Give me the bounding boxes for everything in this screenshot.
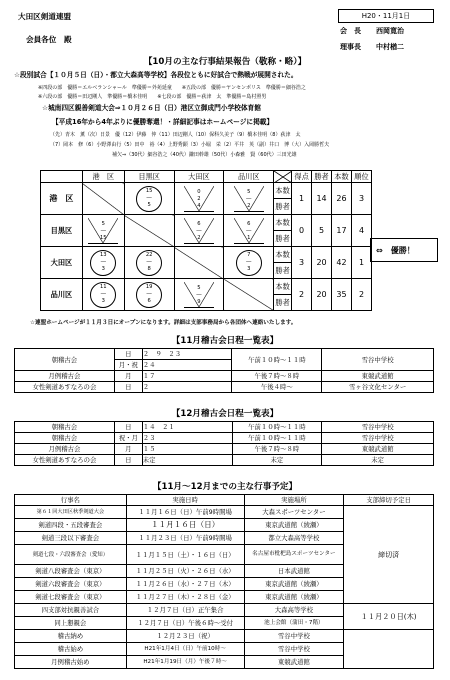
dec-place-3: 未定: [322, 455, 434, 466]
event-place: 名古屋市枇杷島スポーツセンター: [244, 545, 344, 565]
event-name: 稽古始め: [15, 643, 127, 656]
event-name: 四支部対抗親善試合: [15, 604, 127, 617]
nov-dates-1: ２４: [142, 360, 232, 371]
table-row: [15, 630, 434, 643]
dec-name-2: 月例稽古会: [15, 444, 115, 455]
table-row: [15, 604, 434, 617]
sig2-name: 中村楢二: [376, 43, 404, 51]
jonan-members-3: 補欠⇒（30代）細谷浩之（40代）鎌田幹雄（50代）小森雅 賢（60代）三田光雄: [112, 152, 297, 158]
score-meguro: 0: [292, 215, 312, 247]
jonan-members-2: （7）岡本 修（6）小野澤由行（5）田中 裕（4）上野秀顕（3）小堀 栄（2）平井 英（副）井口 博（大）入岡勝哲夫: [50, 142, 330, 148]
deadline-empty: [344, 630, 434, 669]
victory-label: ⇔ 優勝！: [376, 246, 415, 255]
event-name: 同上懇親会: [15, 617, 127, 630]
draw-triangle-icon: 5 ― 15: [88, 218, 118, 244]
nov-time-0: 午前１０時〜１１時: [232, 349, 322, 371]
nov-table: [14, 348, 434, 393]
event-date: １１月１６日（日）午前9時開場: [126, 506, 244, 519]
row-label-ota: 大田区: [41, 247, 83, 279]
draw-triangle-icon: 5 ― 2: [234, 186, 264, 212]
dec-time-2: 午後７時〜８時: [232, 444, 322, 455]
dec-name-3: 女性剣道あすなろの会: [15, 455, 115, 466]
nov-time-3: 午後４時〜: [232, 382, 322, 393]
date-box: [338, 9, 434, 23]
event-date: １１月２３日（日）午前9時開場: [126, 532, 244, 545]
label-shosha: 勝者: [274, 263, 292, 279]
draw-triangle-icon: 6 ― 2: [184, 218, 214, 244]
events-col-name: 行事名: [15, 495, 127, 506]
event-place: 東競武道館: [244, 656, 344, 669]
nov-title: 【11月稽古会日程一覧表】: [171, 336, 279, 346]
nov-place-3: 雪ヶ谷文化センター: [322, 382, 434, 393]
col-shinagawa: 品川区: [224, 171, 274, 183]
dec-place-0: 雪谷中学校: [322, 422, 434, 433]
table-row: [15, 422, 434, 433]
dec-place-1: 雪谷中学校: [322, 433, 434, 444]
cell-meguro-meguro: [124, 215, 174, 247]
event-name: 月例稽古始め: [15, 656, 127, 669]
date-text: H20・11月1日: [361, 12, 411, 20]
points-ota: 42: [332, 247, 352, 279]
row-label-meguro: 目黒区: [41, 215, 83, 247]
table-row: [15, 506, 434, 519]
events-col-date: 実施日時: [126, 495, 244, 506]
points-shinagawa: 35: [332, 279, 352, 311]
event-place: 都立大森高等学校: [244, 532, 344, 545]
winners-ota: 20: [312, 247, 332, 279]
row-label-shinagawa: 品川区: [41, 279, 83, 311]
win-circle-icon: 7 ― 3: [236, 250, 262, 276]
dec-table: [14, 421, 434, 466]
table-row: [15, 371, 434, 382]
results-row-shinagawa: [41, 279, 372, 295]
points-meguro: 17: [332, 215, 352, 247]
nov-name-0: 朝稽古会: [15, 349, 115, 371]
rank-shinagawa: 2: [351, 279, 371, 311]
cell-ota-ota: [174, 247, 224, 279]
dec-day-3: 日: [114, 455, 142, 466]
nov-day-0: 日: [114, 349, 142, 360]
jonan-headline: ☆城南四区親善剣道大会⇒１０月２６日（日）港区立御成門小学校体育館: [42, 104, 261, 112]
dec-title: 【12月稽古会日程一覧表】: [171, 409, 279, 419]
event-date: １２月２３日（祝）: [126, 630, 244, 643]
event-date: １１月１５日（土）・１６日（日）: [126, 545, 244, 565]
event-name: 剣道四段・五段審査会: [15, 519, 127, 532]
event-place: 雪谷中学校: [244, 643, 344, 656]
cell-meguro-minato: [82, 215, 124, 247]
nov-dates-2: １７: [142, 371, 232, 382]
label-honsu: 本数: [274, 215, 292, 231]
draw-triangle-icon: 5 ― 9: [184, 282, 214, 308]
nov-name-3: 女性剣道あすなろの会: [15, 382, 115, 393]
dec-name-0: 朝稽古会: [15, 422, 115, 433]
table-row: [15, 433, 434, 444]
victory-box: [370, 238, 438, 262]
dec-day-1: 祝・月: [114, 433, 142, 444]
cell-minato-meguro: [124, 183, 174, 215]
jonan-members-1: （先）青木 薫（次）日景 優（12）伊藤 仲（11）田辺剛人（10）保科久美子（9）橋本佳明（8）荻津 太: [50, 132, 301, 138]
dec-time-0: 午前１０時〜１１時: [232, 422, 322, 433]
event-date: １１月１６日（日）: [126, 519, 244, 532]
deadline-date: １１月２０日(木): [344, 604, 434, 630]
cell-ota-meguro: [124, 247, 174, 279]
results-row-meguro: [41, 215, 372, 231]
report-title: 【10月の主な行事結果報告（敬称・略）】: [143, 57, 307, 67]
org-name: 大田区剣道連盟: [18, 12, 72, 21]
win-circle-icon: 11 ― 3: [90, 282, 116, 308]
nov-dates-3: ２: [142, 382, 232, 393]
label-honsu: 本数: [274, 247, 292, 263]
nov-place-2: 東競武道館: [322, 371, 434, 382]
rank-minato: 3: [351, 183, 371, 215]
winners-meguro: 5: [312, 215, 332, 247]
events-table: [14, 494, 434, 669]
score-ota: 3: [292, 247, 312, 279]
results-row-minato: [41, 183, 372, 199]
dec-dates-1: ２３: [142, 433, 232, 444]
col-ota: 大田区: [174, 171, 224, 183]
col-winners: 勝者: [312, 171, 332, 183]
dec-day-2: 月: [114, 444, 142, 455]
event-place: 東京武道館（綾瀬）: [244, 519, 344, 532]
draw-triangle-icon: 0 2 4: [184, 186, 214, 212]
nov-place-0: 雪谷中学校: [322, 349, 434, 371]
dan-match-line2: ※六段の部 優勝＝田辺剛人 準優勝＝橋本佳明 ※七段の部 優勝＝荻津 太 準優勝＝島村照男: [38, 94, 267, 100]
dec-dates-0: １４ ２１: [142, 422, 232, 433]
cell-meguro-shinagawa: [224, 215, 274, 247]
win-circle-icon: 22 ― 8: [136, 250, 162, 276]
cell-ota-shinagawa: [224, 247, 274, 279]
nov-day-1: 月・祝: [114, 360, 142, 371]
nov-day-2: 月: [114, 371, 142, 382]
jonan-subheading: 【平成16年から4年ぶりに優勝奪還！・詳細記事はホームページに掲載】: [52, 118, 274, 126]
event-place: 雪谷中学校: [244, 630, 344, 643]
event-name: 剣道三段以下審査会: [15, 532, 127, 545]
event-date: １１月２６日（水）・２７日（木）: [126, 578, 244, 591]
event-date: H21年1月4日（日）午前10時〜: [126, 643, 244, 656]
recipient: 会員各位 殿: [26, 35, 72, 44]
sched-title: 【11月〜12月までの主な行事予定】: [152, 482, 298, 492]
col-points: 本数: [332, 171, 352, 183]
dec-dates-3: 未定: [142, 455, 232, 466]
event-date: １１月２５日（火）・２６日（水）: [126, 565, 244, 578]
table-row: [15, 444, 434, 455]
dec-dates-2: １５: [142, 444, 232, 455]
events-header-row: [15, 495, 434, 506]
deadline-closed: 締切済: [344, 506, 434, 604]
event-date: １２月７日（日）正午集合: [126, 604, 244, 617]
results-table: [40, 170, 372, 311]
event-date: １２月７日（日）午後６時〜受付: [126, 617, 244, 630]
cell-shinagawa-ota: [174, 279, 224, 311]
results-row-ota: [41, 247, 372, 263]
event-name: 剣道七段審査会（東京）: [15, 591, 127, 604]
cell-meguro-ota: [174, 215, 224, 247]
cross-mark: [274, 171, 291, 183]
nov-day-3: 日: [114, 382, 142, 393]
event-name: 剣道七段・六段審査会（愛知）: [15, 545, 127, 565]
winners-shinagawa: 20: [312, 279, 332, 311]
col-minato: 港 区: [82, 171, 124, 183]
event-place: 大森スポーツセンター: [244, 506, 344, 519]
event-place: 東京武道館（綾瀬）: [244, 591, 344, 604]
win-circle-icon: 15 ― 5: [136, 186, 162, 212]
cell-minato-shinagawa: [224, 183, 274, 215]
label-honsu: 本数: [274, 279, 292, 295]
label-shosha: 勝者: [274, 295, 292, 311]
col-kind-cross: [274, 171, 292, 183]
cell-shinagawa-shinagawa: [224, 279, 274, 311]
dan-match-line1: ※四段の部 優勝＝エルベランシャール 準優勝＝外苑延童 ※五段の部 優勝＝ヤンセンボリス 準優勝＝細谷浩之: [38, 85, 306, 91]
table-row: [15, 455, 434, 466]
event-place: 大森高等学校: [244, 604, 344, 617]
results-header-row: [41, 171, 372, 183]
cell-ota-minato: [82, 247, 124, 279]
homepage-note: ☆連盟ホームページが１１月３日にオープンになります。詳細は支部事務局から各団体へ連絡いたします。: [30, 320, 297, 326]
dan-match-headline: ☆段別試合【１０月５日（日）・都立大森高等学校】各段位ともに好試合で熱戦が展開された。: [14, 71, 298, 79]
col-rank: 順位: [351, 171, 371, 183]
event-date: H21年1月19日（月）午後７時〜: [126, 656, 244, 669]
event-place: 東京武道館（綾瀬）: [244, 578, 344, 591]
nov-time-2: 午後７時〜８時: [232, 371, 322, 382]
dec-place-2: 東競武道館: [322, 444, 434, 455]
col-score: 得点: [292, 171, 312, 183]
event-name: 稽古納め: [15, 630, 127, 643]
winners-minato: 14: [312, 183, 332, 215]
win-circle-icon: 19 ― 6: [136, 282, 162, 308]
row-label-minato: 港 区: [41, 183, 83, 215]
dec-name-1: 朝稽古会: [15, 433, 115, 444]
event-date: １１月２７日（木）・２８日（金）: [126, 591, 244, 604]
points-minato: 26: [332, 183, 352, 215]
event-name: 第６１回大田区秋季剣道大会: [15, 506, 127, 519]
sig1-role: 会 長: [340, 27, 361, 35]
sig1-name: 西岡寛治: [376, 27, 404, 35]
rank-meguro: 4: [351, 215, 371, 247]
col-meguro: 目黒区: [124, 171, 174, 183]
win-circle-icon: 13 ― 3: [90, 250, 116, 276]
event-name: 剣道八段審査会（東京）: [15, 565, 127, 578]
dec-day-0: 日: [114, 422, 142, 433]
sig2-role: 理事長: [340, 43, 361, 51]
score-minato: 1: [292, 183, 312, 215]
label-shosha: 勝者: [274, 231, 292, 247]
cell-minato-ota: [174, 183, 224, 215]
table-row: [15, 382, 434, 393]
event-place: 日本武道館: [244, 565, 344, 578]
label-honsu: 本数: [274, 183, 292, 199]
rank-ota: 1: [351, 247, 371, 279]
nov-name-2: 月例稽古会: [15, 371, 115, 382]
event-name: 剣道六段審査会（東京）: [15, 578, 127, 591]
score-shinagawa: 2: [292, 279, 312, 311]
table-row: [15, 349, 434, 360]
events-col-deadline: 支部締切予定日: [344, 495, 434, 506]
label-shosha: 勝者: [274, 199, 292, 215]
cell-shinagawa-minato: [82, 279, 124, 311]
nov-dates-0: ２ ９ ２３: [142, 349, 232, 360]
event-place: 池上会館（蒲田・7階）: [244, 617, 344, 630]
dec-time-3: 未定: [232, 455, 322, 466]
cell-shinagawa-meguro: [124, 279, 174, 311]
events-col-place: 実施場所: [244, 495, 344, 506]
corner-cell: [41, 171, 83, 183]
dec-time-1: 午前１０時〜１１時: [232, 433, 322, 444]
cell-minato-minato: [82, 183, 124, 215]
draw-triangle-icon: 6 ― 1: [234, 218, 264, 244]
